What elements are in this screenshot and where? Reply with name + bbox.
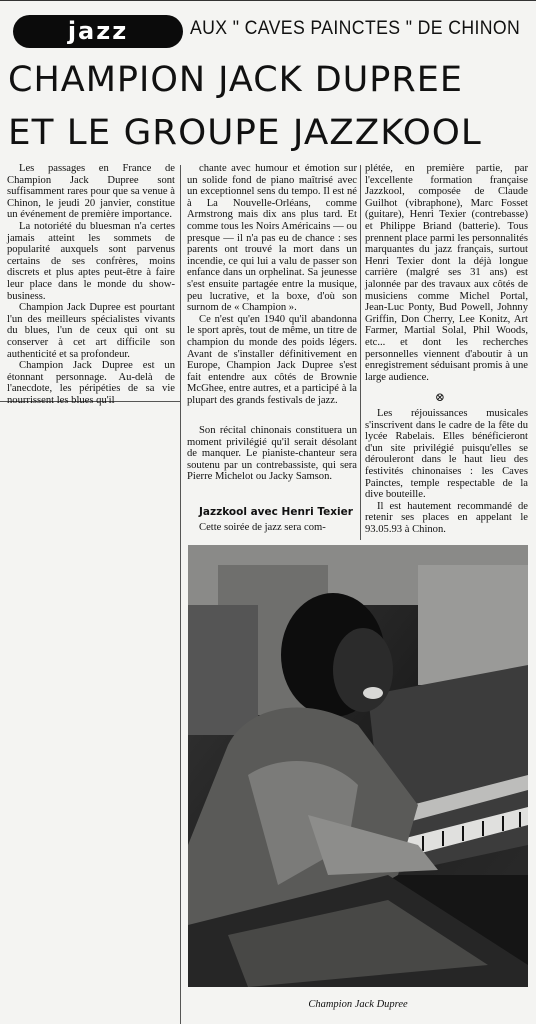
paragraph: Cette soirée de jazz sera com- [199, 522, 326, 533]
headline-line-2: ET LE GROUPE JAZZKOOL [8, 113, 482, 153]
paragraph: Champion Jack Dupree est un étonnant personnage. Au-delà de l'anecdote, les péripéties de sa vie nourrissent les blues qu'il [7, 360, 175, 406]
column-3 [365, 163, 528, 383]
kicker: AUX " CAVES PAINCTES " DE CHINON [190, 18, 521, 39]
photo-caption: Champion Jack Dupree [308, 999, 408, 1010]
column-3-lower [365, 408, 528, 536]
photo-frame-rule [180, 401, 181, 1024]
paragraph: Son récital chinonais constituera un moment privilégié qu'il serait désolant de manquer. Le pianiste-chanteur sera soutenu par un contrebassiste, qui sera Pierre Michelot ou Jacky Samson. [187, 425, 357, 483]
column-rule-2 [360, 165, 361, 540]
top-rule [0, 0, 536, 1]
subheading: Jazzkool avec Henri Texier [199, 506, 353, 518]
section-badge [13, 15, 183, 48]
section-badge-label: jazz [67, 17, 129, 45]
ornament-icon: ⊗ [435, 390, 446, 404]
paragraph: Champion Jack Dupree est pourtant l'un des meilleurs spécialistes vivants du blues, l'un de ceux qui ont su conserver à cet art difficile son authenticité et sa profondeur. [7, 302, 175, 360]
column-2-lower [187, 425, 357, 483]
column-1 [7, 163, 175, 406]
paragraph: La notoriété du bluesman n'a certes jamais atteint les sommets de popularité auxquels sont parvenus certains de ses confrères, moins discrets et plus aptes peut-être à faire leur place dans le monde du show-business. [7, 220, 175, 302]
paragraph: Les réjouissances musicales s'inscrivent dans le cadre de la fête du lycée Rabelais. Elles bénéficieront d'un site privilégié puisqu'elles se dérouleront dans le haut lieu des festivités chinonaises : les Caves Painctes, temple respectable de la dive bouteille. [365, 408, 528, 501]
paragraph: chante avec humour et émotion sur un solide fond de piano maîtrisé avec un exceptionnel sens du tempo. Il est né à La Nouvelle-Orléans, comme Armstrong mais dix ans plus tard. Et comme tous les Noirs Américains — ou presque — il n'a pas eu de chance : ses parents ont trouvé la mort dans un incendie, ce qui lui a valu de passer son enfance dans un orphelinat. Sa jeunesse s'est ensuite partagée entre la musique, peu lucrative, et la boxe, d'où son surnom de « Champion ». [187, 163, 357, 314]
column-2 [187, 163, 357, 406]
column-2-tail [199, 522, 357, 534]
pianist-photo [188, 545, 528, 987]
paragraph: plétée, en première partie, par l'excellente formation française Jazzkool, composée de Claude Guilhot (vibraphone), Marc Fosset (guitare), Henri Texier (contrebasse) et Philippe Briand (batterie). Tous prennent place parmi les personnalités marquantes du jazz français, surtout Henri Texier dont la déjà longue carrière (malgré ses 31 ans) est jalonnée par des travaux aux côtés de musiciens comme Michel Portal, Jean-Luc Ponty, Bud Powell, Johnny Griffin, Don Cherry, Lee Konitz, Art Farmer, Martial Solal, Phil Woods, etc... et dont les recherches personnelles viennent d'aboutir à un enregistrement séduisant promis à une large audience. [365, 163, 528, 383]
paragraph: Les passages en France de Champion Jack Dupree sont suffisamment rares pour que sa venue à Chinon, le jeudi 20 janvier, constitue un événement de première importance. [7, 163, 175, 221]
headline-line-1: CHAMPION JACK DUPREE [8, 60, 463, 100]
pianist-photo-image [188, 545, 528, 987]
paragraph: Il est hautement recommandé de retenir ses places en appelant le 93.05.93 à Chinon. [365, 500, 528, 535]
column-rule-1 [180, 165, 181, 401]
paragraph: Ce n'est qu'en 1940 qu'il abandonna le sport après, tout de même, un titre de champion du monde des poids légers. Avant de s'installer définitivement en Europe, Champion Jack Dupree s'est fait entendre aux côtés de Brownie McGhee, entre autres, et a participé à la plupart des grands festivals de jazz. [187, 313, 357, 406]
